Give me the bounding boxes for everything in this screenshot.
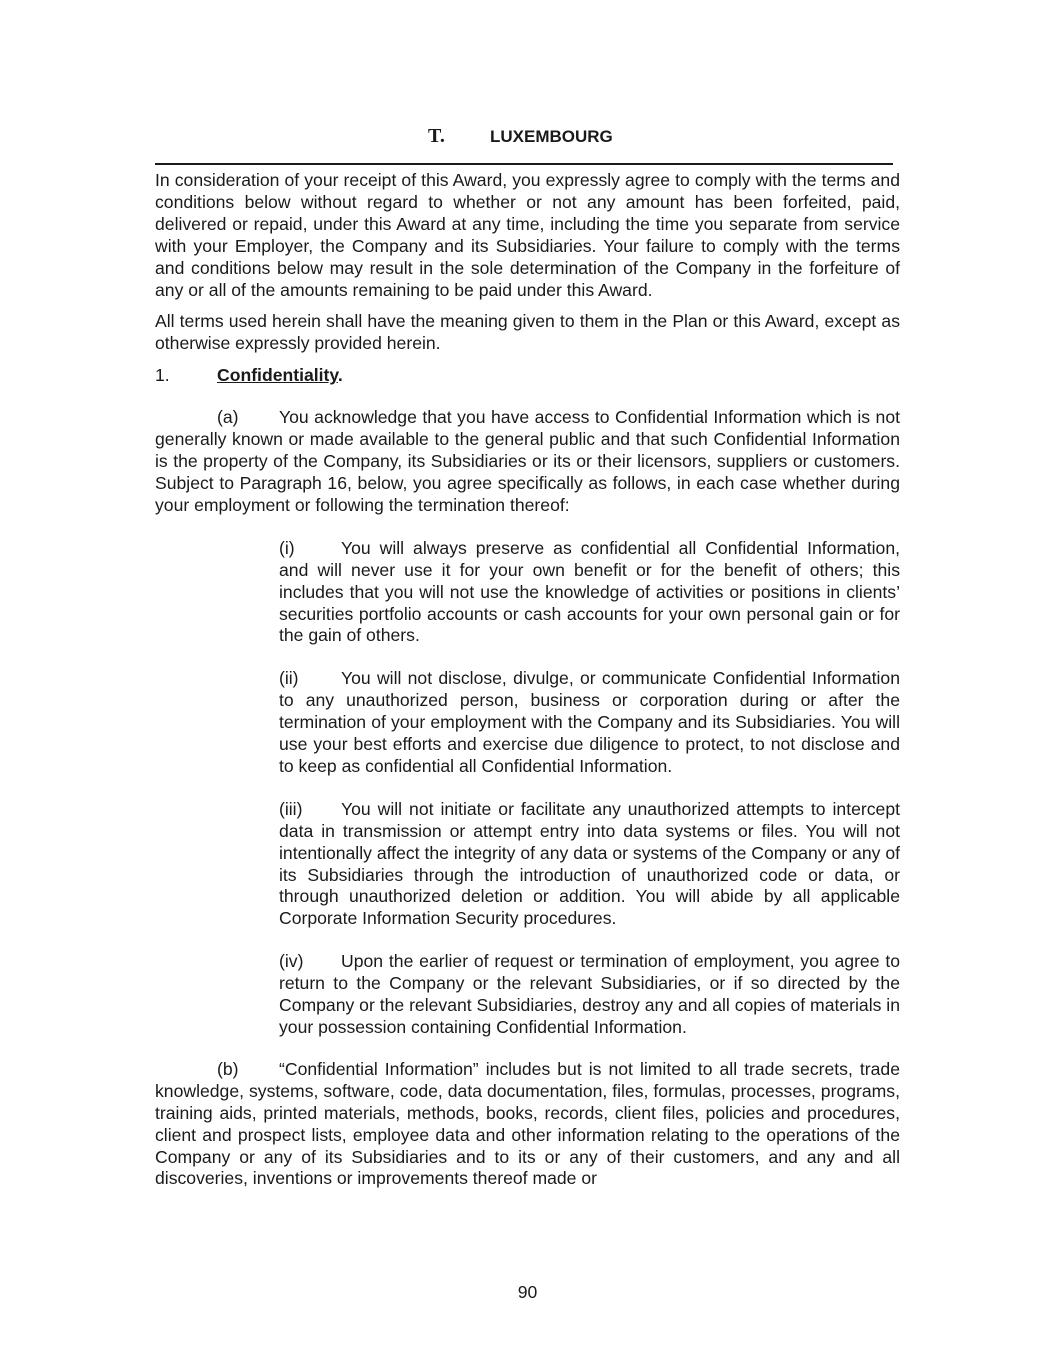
page-number: 90	[517, 1282, 538, 1302]
section-heading	[0, 125, 1055, 149]
intro-paragraph-2: All terms used herein shall have the meaning given to them in the Plan or this Award, except as otherwise expressly provided herein.	[155, 311, 900, 354]
paragraph-a-label: (a)	[217, 407, 239, 428]
item-text: You will not initiate or facilitate any unauthorized attempts to intercept data in transmission or attempt entry into data systems or files. You will not intentionally affect the integrity of any data or systems of the Company or any of its Subsidiaries through the introduction of unauthorized code or data, or through unauthorized deletion or addition. You will abide by all applicable Corporate Information Security procedures.	[279, 798, 900, 929]
heading-letter: T.	[428, 125, 445, 147]
paragraph-b-text: “Confidential Information” includes but is not limited to all trade secrets, trade knowledge, systems, software, code, data documentation, files, formulas, processes, programs, training aids, printed materials, methods, books, records, client files, policies and procedures, client and prospect lists, employee data and other information relating to the operations of the Company or any of its Subsidiaries and to its or any of their customers, and any and all discoveries, inventions or improvements thereof made or	[155, 1058, 900, 1189]
list-item	[279, 799, 900, 930]
section-title	[217, 365, 343, 387]
item-label: (i)	[279, 537, 295, 558]
intro-paragraph-1: In consideration of your receipt of this Award, you expressly agree to comply with the terms and conditions below without regard to whether or not any amount has been forfeited, paid, delivered or repaid, under this Award at any time, including the time you separate from service with your Employer, the Company and its Subsidiaries. Your failure to comply with the terms and conditions below may result in the sole determination of the Company in the forfeiture of any or all of the amounts remaining to be paid under this Award.	[155, 170, 900, 300]
paragraph-b-label: (b)	[217, 1058, 239, 1079]
section-title-text: Confidentiality	[217, 365, 338, 386]
heading-underline-rule	[155, 163, 893, 165]
paragraph-b	[155, 1059, 900, 1190]
item-label: (iv)	[279, 951, 304, 972]
list-item	[279, 668, 900, 778]
item-label: (ii)	[279, 668, 299, 689]
paragraph-a	[155, 407, 900, 517]
item-text: Upon the earlier of request or termination of employment, you agree to return to the Company or the relevant Subsidiaries, or if so directed by the Company or the relevant Subsidiaries, destroy any and all copies of materials in your possession containing Confidential Information.	[279, 951, 900, 1037]
item-text: You will always preserve as confidential all Confidential Information, and will never use it for your own benefit or for the benefit of others; this includes that you will not use the knowledge of activities or positions in clients’ securities portfolio accounts or cash accounts for your own personal gain or for the gain of others.	[279, 537, 900, 646]
item-label: (iii)	[279, 798, 303, 819]
list-item	[279, 951, 900, 1039]
list-item	[279, 538, 900, 648]
section-number: 1.	[155, 365, 170, 386]
item-text: You will not disclose, divulge, or communicate Confidential Information to any unauthorized person, business or corporation during or after the termination of your employment with the Company and its Subsidiaries. You will use your best efforts and exercise due diligence to protect, to not disclose and to keep as confidential all Confidential Information.	[279, 668, 900, 776]
section-header	[155, 365, 900, 387]
paragraph-a-text: You acknowledge that you have access to Confidential Information which is not generally known or made available to the general public and that such Confidential Information is the property of the Company, its Subsidiaries or its or their licensors, suppliers or customers. Subject to Paragraph 16, below, you agree specifically as follows, in each case whether during your employment or following the termination thereof:	[155, 407, 900, 515]
document-body	[155, 170, 900, 1190]
section-title-period: .	[337, 365, 343, 386]
heading-country: LUXEMBOURG	[490, 127, 613, 146]
